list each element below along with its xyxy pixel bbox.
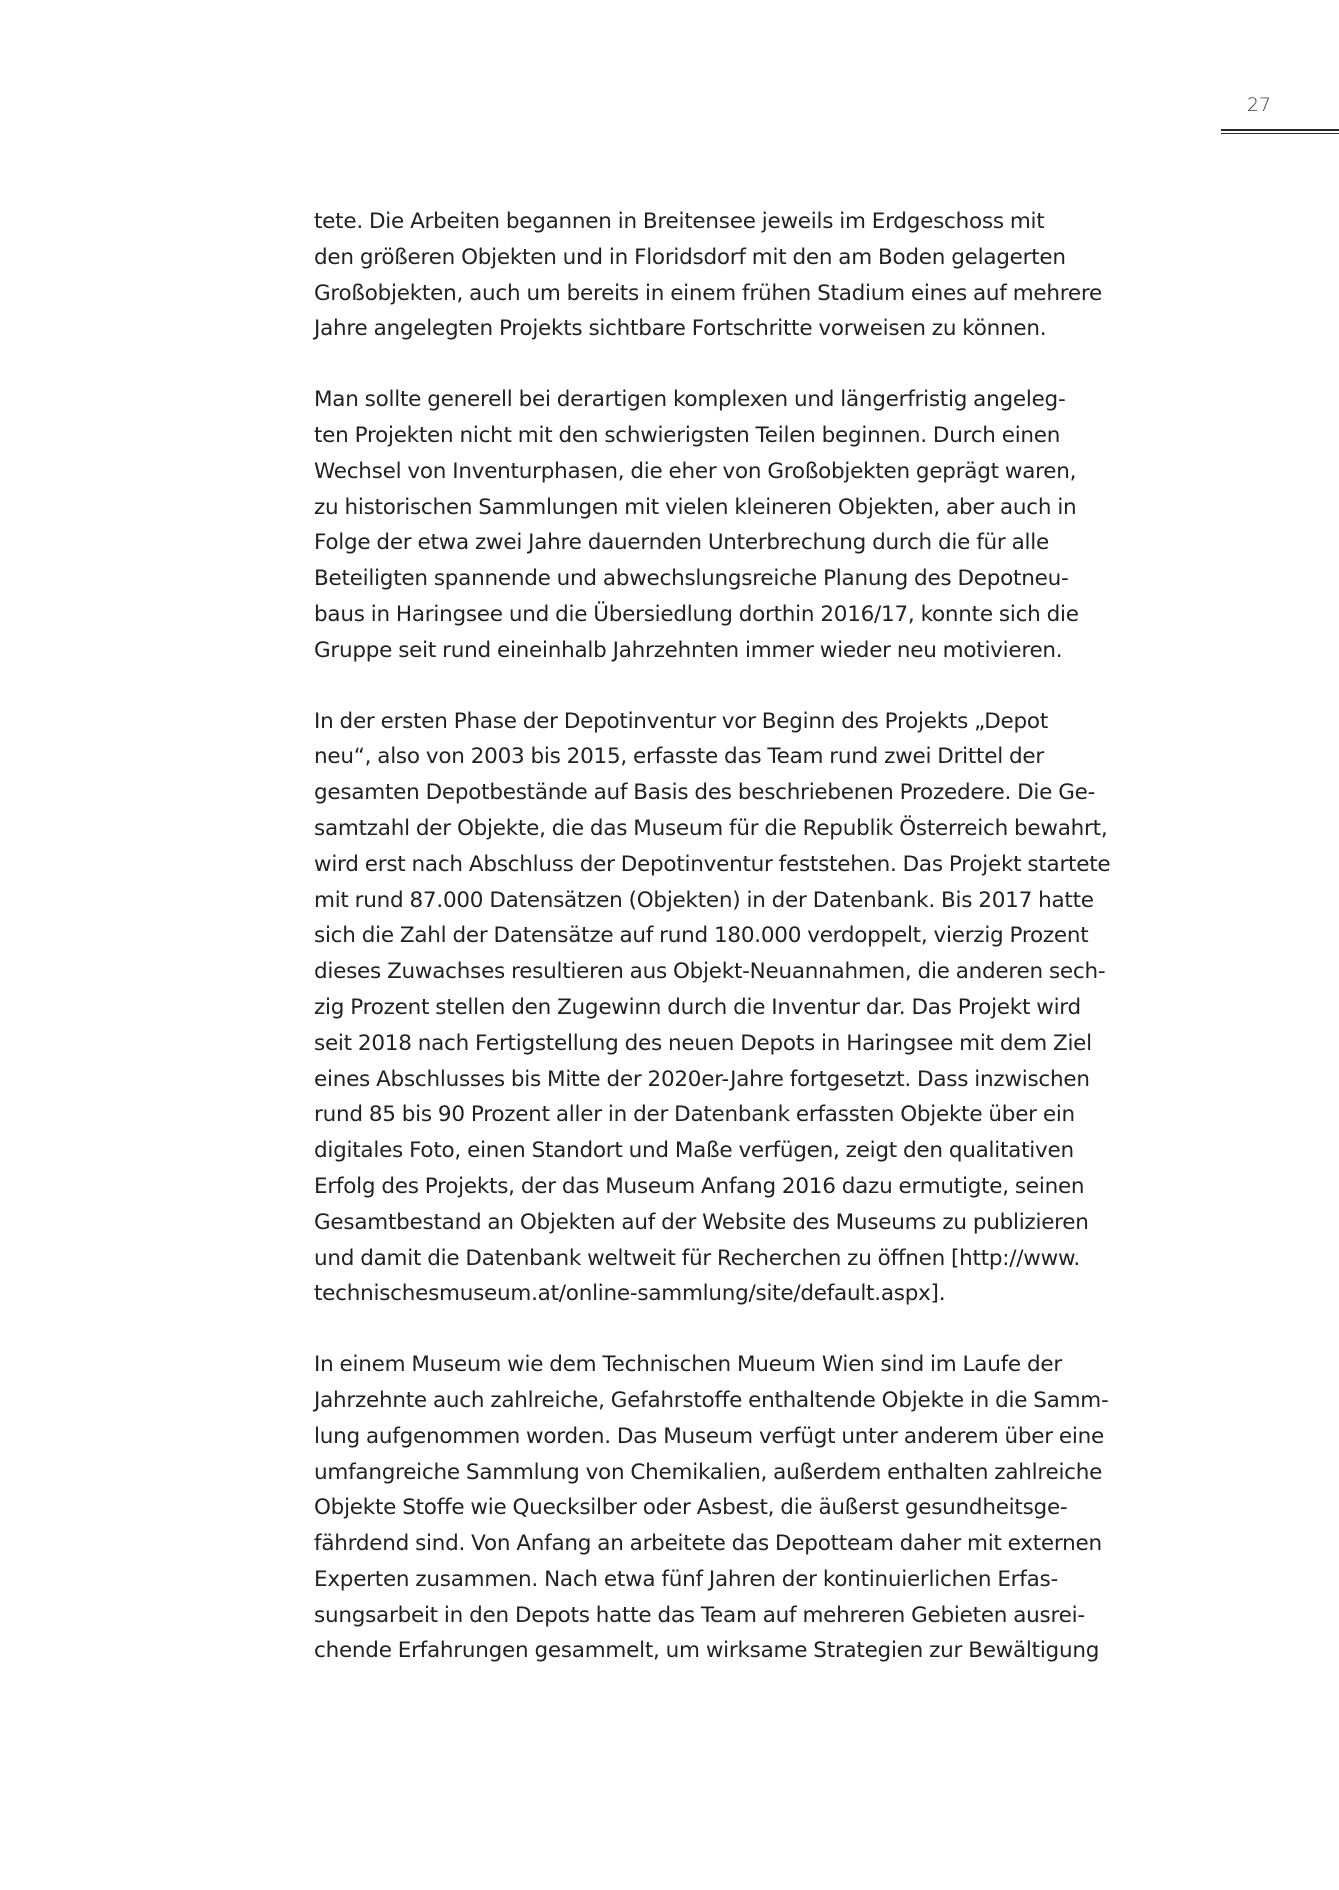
text-line: eines Abschlusses bis Mitte der 2020er-Jahre fortgesetzt. Dass inzwischen (314, 1066, 1090, 1092)
text-line: fährdend sind. Von Anfang an arbeitete das Depotteam daher mit externen (314, 1531, 1102, 1557)
text-line: dieses Zuwachses resultieren aus Objekt-Neuannahmen, die anderen sech- (314, 959, 1106, 985)
text-line: Gesamtbestand an Objekten auf der Website des Museums zu publizieren (314, 1209, 1089, 1235)
text-line: seit 2018 nach Fertigstellung des neuen Depots in Haringsee mit dem Ziel (314, 1030, 1092, 1056)
text-line: baus in Haringsee und die Übersiedlung dorthin 2016/17, konnte sich die (314, 601, 1079, 627)
text-line: Wechsel von Inventurphasen, die eher von Großobjekten geprägt waren, (314, 458, 1077, 484)
text-line: digitales Foto, einen Standort und Maße verfügen, zeigt den qualitativen (314, 1138, 1074, 1164)
text-line: den größeren Objekten und in Floridsdorf mit den am Boden gelagerten (314, 244, 1066, 270)
text-line: zu historischen Sammlungen mit vielen kleineren Objekten, aber auch in (314, 494, 1077, 520)
header-rule (1221, 129, 1339, 131)
body-text (314, 204, 1194, 1704)
text-line: Beteiligten spannende und abwechslungsreiche Planung des Depotneu- (314, 566, 1069, 592)
text-line: sich die Zahl der Datensätze auf rund 180.000 verdoppelt, vierzig Prozent (314, 923, 1089, 949)
text-line: gesamten Depotbestände auf Basis des beschriebenen Prozedere. Die Ge- (314, 780, 1096, 806)
text-line: umfangreiche Sammlung von Chemikalien, außerdem enthalten zahlreiche (314, 1459, 1103, 1485)
header-rule-thin (1221, 133, 1339, 134)
text-line: lung aufgenommen worden. Das Museum verfügt unter anderem über eine (314, 1423, 1104, 1449)
text-line: ten Projekten nicht mit den schwierigsten Teilen beginnen. Durch einen (314, 422, 1061, 448)
text-line: Man sollte generell bei derartigen komplexen und längerfristig angeleg- (314, 387, 1066, 413)
text-line: wird erst nach Abschluss der Depotinventur feststehen. Das Projekt startete (314, 851, 1111, 877)
text-line: Objekte Stoffe wie Quecksilber oder Asbest, die äußerst gesundheitsge- (314, 1495, 1068, 1521)
text-line: Jahrzehnte auch zahlreiche, Gefahrstoffe enthaltende Objekte in die Samm- (314, 1387, 1109, 1413)
paragraph-3 (314, 704, 1194, 1313)
text-line: tete. Die Arbeiten begannen in Breitensee jeweils im Erdgeschoss mit (314, 209, 1045, 234)
paragraph-2 (314, 382, 1194, 668)
text-line: samtzahl der Objekte, die das Museum für die Republik Österreich bewahrt, (314, 815, 1108, 841)
text-line: chende Erfahrungen gesammelt, um wirksame Strategien zur Bewältigung (314, 1638, 1100, 1664)
text-line: In einem Museum wie dem Technischen Mueum Wien sind im Laufe der (314, 1352, 1062, 1378)
page-number: 27 (1246, 94, 1271, 116)
paragraph-4 (314, 1347, 1194, 1669)
text-line: rund 85 bis 90 Prozent aller in der Datenbank erfassten Objekte über ein (314, 1102, 1075, 1128)
text-line: Experten zusammen. Nach etwa fünf Jahren der kontinuierlichen Erfas- (314, 1566, 1058, 1592)
text-line: Folge der etwa zwei Jahre dauernden Unterbrechung durch die für alle (314, 530, 1049, 556)
text-line: sungsarbeit in den Depots hatte das Team auf mehreren Gebieten ausrei- (314, 1602, 1085, 1628)
text-line: Großobjekten, auch um bereits in einem frühen Stadium eines auf mehrere (314, 280, 1102, 306)
paragraph-1 (314, 204, 1194, 347)
text-line: und damit die Datenbank weltweit für Recherchen zu öffnen [http://www. (314, 1245, 1080, 1271)
text-line: mit rund 87.000 Datensätzen (Objekten) in der Datenbank. Bis 2017 hatte (314, 887, 1094, 913)
text-line: Gruppe seit rund eineinhalb Jahrzehnten immer wieder neu motivieren. (314, 637, 1063, 663)
text-line: technischesmuseum.at/online-sammlung/site/default.aspx]. (314, 1281, 946, 1307)
text-line: Jahre angelegten Projekts sichtbare Fortschritte vorweisen zu können. (314, 316, 1047, 342)
text-line: In der ersten Phase der Depotinventur vor Beginn des Projekts „Depot (314, 708, 1048, 734)
text-line: zig Prozent stellen den Zugewinn durch die Inventur dar. Das Projekt wird (314, 994, 1081, 1020)
text-line: neu“, also von 2003 bis 2015, erfasste das Team rund zwei Drittel der (314, 744, 1044, 770)
text-line: Erfolg des Projekts, der das Museum Anfang 2016 dazu ermutigte, seinen (314, 1173, 1085, 1199)
